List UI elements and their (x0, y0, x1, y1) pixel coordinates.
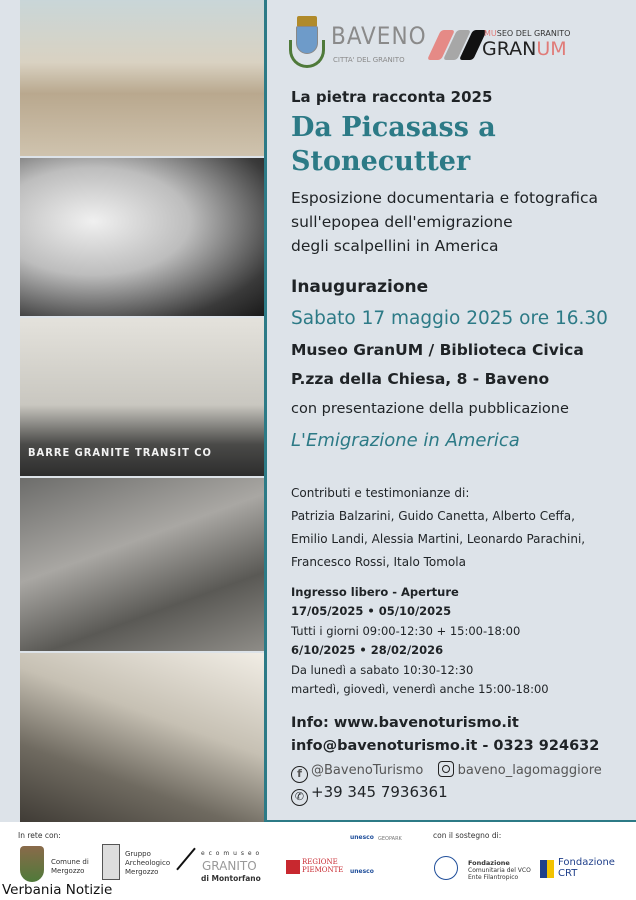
fondazione-vco: Fondazione (468, 859, 510, 867)
contributors-label: Contributi e testimonianze di: (291, 486, 470, 500)
opening-hours2a: Da lunedì a sabato 10:30-12:30 (291, 663, 474, 677)
granum-logo-name: GRANUM (482, 38, 567, 60)
inauguration-label: Inaugurazione (291, 277, 429, 297)
whatsapp-icon: ✆ (291, 789, 308, 806)
photo-stonecutters (20, 318, 264, 476)
baveno-crest-icon (287, 16, 327, 70)
baveno-logo (287, 16, 427, 72)
opening-period2: 6/10/2025 • 28/02/2026 (291, 643, 444, 657)
contributors-line: Patrizia Balzarini, Guido Canetta, Alberto Ceffa, (291, 509, 575, 523)
photo-quarry-block (20, 653, 264, 822)
ecomuseo-bottom: di Montorfano (201, 874, 261, 883)
info-contact: info@bavenoturismo.it - 0323 924632 (291, 738, 600, 754)
photo-caption: BARRE GRANITE TRANSIT CO (28, 446, 212, 459)
baveno-logo-tagline: CITTA' DEL GRANITO (333, 56, 405, 64)
info-web: Info: www.bavenoturismo.it (291, 715, 519, 731)
subtitle-line: Esposizione documentaria e fotografica (291, 189, 599, 207)
photo-quarry-silhouette (20, 158, 264, 316)
title-line2: Stonecutter (291, 146, 471, 177)
fondazione-crt: Fondazione CRT (558, 857, 615, 879)
instagram-handle: baveno_lagomaggiore (457, 763, 602, 778)
inauguration-datetime: Sabato 17 maggio 2025 ore 16.30 (291, 308, 608, 329)
ecomuseo-mark-icon (176, 848, 196, 871)
divider-vertical (264, 0, 267, 822)
unesco-logo: unesco (350, 834, 374, 841)
photo-station (20, 0, 264, 156)
facebook-handle: @BavenoTurismo (311, 763, 424, 778)
baveno-logo-name: BAVENO (331, 22, 427, 50)
instagram-icon (438, 761, 454, 777)
fondazione-vco-icon (434, 856, 458, 880)
series-title: La pietra racconta 2025 (291, 88, 493, 106)
granum-logo-top: MUSEO DEL GRANITO (484, 29, 571, 38)
inauguration-address: P.zza della Chiesa, 8 - Baveno (291, 370, 550, 388)
geopark-logo: GEOPARK (378, 836, 402, 842)
footer-sponsors (0, 822, 636, 900)
social-row (291, 761, 602, 783)
fondazione-vco-sub: Comunitaria del VCO Ente Filantropico (468, 867, 531, 881)
ecomuseo-top: e c o m u s e o (201, 850, 261, 857)
opening-hours1: Tutti i giorni 09:00-12:30 + 15:00-18:00 (291, 624, 521, 638)
inauguration-venue: Museo GranUM / Biblioteca Civica (291, 341, 584, 359)
granum-logo (426, 26, 586, 62)
ecomuseo-name: GRANITO (202, 859, 257, 873)
gruppo-archeologico-icon (102, 844, 120, 880)
whatsapp-row (291, 783, 448, 806)
photo-collage (20, 0, 264, 822)
opening-period1: 17/05/2025 • 05/10/2025 (291, 604, 452, 618)
contributors-line: Francesco Rossi, Italo Tomola (291, 555, 466, 569)
publication-title: L'Emigrazione in America (291, 430, 520, 451)
subtitle-line: sull'epopea dell'emigrazione (291, 213, 513, 231)
whatsapp-number: +39 345 7936361 (311, 783, 448, 801)
fondazione-crt-icon (540, 860, 554, 878)
facebook-icon: f (291, 766, 308, 783)
photo-quarry-steam (20, 478, 264, 651)
comune-mergozzo: Comune di Mergozzo (51, 858, 89, 875)
regione-piemonte: REGIONE PIEMONTE (302, 858, 344, 874)
mergozzo-crest-icon (20, 846, 44, 882)
piemonte-flag-icon (286, 860, 300, 874)
watermark: Verbania Notizie (2, 882, 113, 898)
opening-label: Ingresso libero - Aperture (291, 585, 459, 599)
title-line1: Da Picasass a (291, 112, 496, 143)
support-label: con il sostegno di: (433, 831, 502, 840)
presentation-text: con presentazione della pubblicazione (291, 401, 569, 417)
gruppo-archeologico: Gruppo Archeologico Mergozzo (125, 850, 171, 876)
opening-hours2b: martedì, giovedì, venerdì anche 15:00-18:00 (291, 682, 549, 696)
network-label: In rete con: (18, 831, 61, 840)
subtitle-line: degli scalpellini in America (291, 237, 499, 255)
unesco-logo: unesco (350, 868, 374, 875)
contributors-line: Emilio Landi, Alessia Martini, Leonardo Parachini, (291, 532, 586, 546)
